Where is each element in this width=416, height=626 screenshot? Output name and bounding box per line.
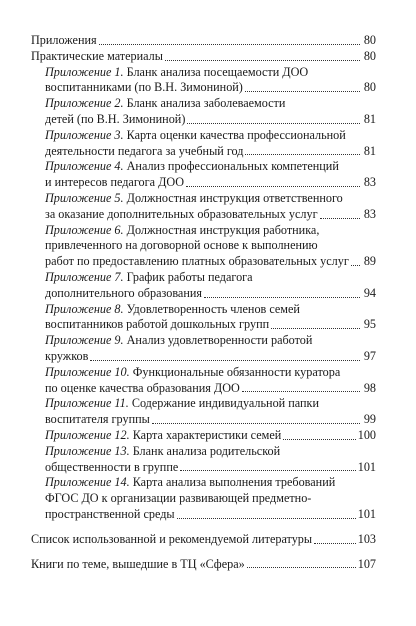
dot-leader bbox=[90, 360, 360, 361]
dot-leader bbox=[187, 123, 360, 124]
appendix-text: Бланк анализа заболеваемости bbox=[126, 96, 286, 111]
toc-page-number: 101 bbox=[357, 506, 376, 521]
appendix-text: воспитателя группы bbox=[45, 412, 150, 427]
appendix-label: Приложение 4. bbox=[45, 159, 124, 174]
toc-line bbox=[31, 254, 376, 270]
appendix-label: Приложение 2. bbox=[45, 96, 124, 111]
toc-page-number: 103 bbox=[357, 531, 376, 546]
toc-line bbox=[31, 491, 376, 507]
toc-page-number: 81 bbox=[363, 143, 376, 158]
toc-line bbox=[31, 96, 376, 112]
toc-line bbox=[31, 270, 376, 286]
toc-page-number: 98 bbox=[363, 380, 376, 395]
toc-page-number: 80 bbox=[363, 80, 376, 95]
toc-line bbox=[31, 302, 376, 318]
appendix-text: дополнительного образования bbox=[45, 285, 202, 300]
dot-leader bbox=[177, 518, 356, 519]
appendix-text: Бланк анализа посещаемости ДОО bbox=[126, 64, 309, 79]
appendix-label: Приложение 3. bbox=[45, 127, 124, 142]
dot-leader bbox=[245, 91, 360, 92]
appendix-text: по оценке качества образования ДОО bbox=[45, 380, 240, 395]
toc-line bbox=[31, 475, 376, 491]
dot-leader bbox=[99, 44, 360, 45]
spacer bbox=[31, 548, 376, 557]
dot-leader bbox=[152, 423, 360, 424]
toc-appendix-entry[interactable] bbox=[31, 128, 376, 160]
dot-leader bbox=[180, 470, 355, 471]
appendix-text: и интересов педагога ДОО bbox=[45, 175, 185, 190]
toc-line bbox=[31, 238, 376, 254]
toc-line bbox=[31, 365, 376, 381]
table-of-contents bbox=[31, 33, 376, 572]
toc-line bbox=[31, 175, 376, 191]
toc-appendix-entry[interactable] bbox=[31, 396, 376, 428]
toc-page-number: 80 bbox=[363, 33, 376, 47]
toc-line bbox=[31, 128, 376, 144]
appendix-text: детей (по В.Н. Зимониной) bbox=[45, 111, 186, 126]
toc-appendix-entry[interactable] bbox=[31, 96, 376, 128]
appendix-label: Приложение 6. bbox=[45, 222, 124, 237]
toc-page-number: 97 bbox=[363, 348, 376, 363]
toc-line bbox=[31, 112, 376, 128]
toc-entry-appendices[interactable] bbox=[31, 33, 376, 49]
appendix-label: Приложение 9. bbox=[45, 333, 124, 348]
toc-entry-bibliography[interactable] bbox=[31, 532, 376, 548]
dot-leader bbox=[186, 186, 360, 187]
toc-line bbox=[31, 460, 376, 476]
appendix-text: Содержание индивидуальной папки bbox=[131, 396, 319, 411]
appendix-label: Приложение 7. bbox=[45, 269, 124, 284]
appendix-text: за оказание дополнительных образовательных услуг bbox=[45, 206, 318, 221]
toc-page-number: 100 bbox=[357, 427, 376, 442]
appendix-label: Приложение 10. bbox=[45, 364, 130, 379]
dot-leader bbox=[242, 391, 360, 392]
appendix-text: ФГОС ДО к организации развивающей предметно- bbox=[45, 491, 312, 506]
dot-leader bbox=[351, 265, 360, 266]
appendix-text: Должностная инструкция работника, bbox=[126, 222, 320, 237]
toc-line bbox=[31, 333, 376, 349]
toc-line bbox=[31, 207, 376, 223]
toc-line bbox=[31, 159, 376, 175]
appendix-text: Карта характеристики семей bbox=[132, 427, 282, 442]
toc-line bbox=[31, 412, 376, 428]
toc-page-number: 95 bbox=[363, 317, 376, 332]
toc-page-number: 83 bbox=[363, 206, 376, 221]
toc-line bbox=[31, 144, 376, 160]
toc-page-number: 107 bbox=[357, 556, 376, 571]
toc-page-number: 83 bbox=[363, 175, 376, 190]
appendix-text: График работы педагога bbox=[126, 269, 253, 284]
appendix-label: Приложение 13. bbox=[45, 443, 130, 458]
toc-page-number: 81 bbox=[363, 111, 376, 126]
appendix-text: Анализ профессиональных компетенций bbox=[126, 159, 339, 174]
appendix-label: Приложение 12. bbox=[45, 427, 130, 442]
appendix-list bbox=[31, 65, 376, 523]
toc-appendix-entry[interactable] bbox=[31, 65, 376, 97]
toc-line bbox=[31, 286, 376, 302]
toc-line bbox=[31, 349, 376, 365]
appendix-text: воспитанниками (по В.Н. Зимониной) bbox=[45, 80, 243, 95]
toc-line bbox=[31, 223, 376, 239]
toc-appendix-entry[interactable] bbox=[31, 444, 376, 476]
spacer bbox=[31, 523, 376, 532]
dot-leader bbox=[320, 218, 360, 219]
toc-entry-title: Список использованной и рекомендуемой литературы bbox=[31, 531, 313, 546]
dot-leader bbox=[271, 328, 360, 329]
toc-entry-practical-materials[interactable] bbox=[31, 49, 376, 65]
toc-appendix-entry[interactable] bbox=[31, 333, 376, 365]
appendix-label: Приложение 5. bbox=[45, 190, 124, 205]
toc-line bbox=[31, 396, 376, 412]
toc-entry-title: Книги по теме, вышедшие в ТЦ «Сфера» bbox=[31, 556, 245, 571]
appendix-text: Должностная инструкция ответственного bbox=[126, 190, 343, 205]
appendix-label: Приложение 8. bbox=[45, 301, 124, 316]
appendix-text: привлеченного на договорной основе к выполнению bbox=[45, 238, 318, 253]
appendix-text: Удовлетворенность членов семей bbox=[126, 301, 300, 316]
toc-appendix-entry[interactable] bbox=[31, 428, 376, 444]
appendix-text: Функциональные обязанности куратора bbox=[132, 364, 341, 379]
appendix-text: Бланк анализа родительской bbox=[132, 443, 281, 458]
dot-leader bbox=[283, 439, 355, 440]
appendix-label: Приложение 14. bbox=[45, 475, 130, 490]
appendix-text: общественности в группе bbox=[45, 459, 179, 474]
toc-line bbox=[31, 444, 376, 460]
dot-leader bbox=[245, 154, 360, 155]
toc-appendix-entry[interactable] bbox=[31, 159, 376, 191]
toc-appendix-entry[interactable] bbox=[31, 223, 376, 270]
dot-leader bbox=[247, 567, 356, 568]
toc-page-number: 101 bbox=[357, 459, 376, 474]
appendix-text: Карта анализа выполнения требований bbox=[132, 475, 336, 490]
toc-appendix-entry[interactable] bbox=[31, 475, 376, 522]
toc-line bbox=[31, 381, 376, 397]
appendix-text: воспитанников работой дошкольных групп bbox=[45, 317, 270, 332]
dot-leader bbox=[314, 543, 356, 544]
appendix-text: Карта оценки качества профессиональной bbox=[126, 127, 346, 142]
appendix-text: кружков bbox=[45, 348, 89, 363]
toc-page-number: 94 bbox=[363, 285, 376, 300]
toc-appendix-entry[interactable] bbox=[31, 191, 376, 223]
appendix-text: деятельности педагога за учебный год bbox=[45, 143, 244, 158]
toc-appendix-entry[interactable] bbox=[31, 270, 376, 302]
toc-entry-title bbox=[45, 428, 281, 444]
appendix-text: пространственной среды bbox=[45, 506, 175, 521]
toc-line bbox=[31, 507, 376, 523]
toc-page-number: 89 bbox=[363, 254, 376, 269]
appendix-label: Приложение 11. bbox=[45, 396, 129, 411]
toc-line bbox=[31, 191, 376, 207]
dot-leader bbox=[204, 297, 360, 298]
appendix-text: Анализ удовлетворенности работой bbox=[126, 333, 313, 348]
appendix-text: работ по предоставлению платных образовательных услуг bbox=[45, 254, 349, 269]
toc-page-number: 99 bbox=[363, 412, 376, 427]
toc-page-number: 80 bbox=[363, 48, 376, 63]
appendix-label: Приложение 1. bbox=[45, 64, 124, 79]
toc-appendix-entry[interactable] bbox=[31, 365, 376, 397]
toc-entry-title: Приложения bbox=[31, 33, 97, 47]
toc-line bbox=[31, 80, 376, 96]
toc-line bbox=[31, 428, 376, 444]
toc-line bbox=[31, 317, 376, 333]
toc-line bbox=[31, 65, 376, 81]
dot-leader bbox=[165, 60, 360, 61]
toc-appendix-entry[interactable] bbox=[31, 302, 376, 334]
toc-entry-sfera-books[interactable] bbox=[31, 557, 376, 573]
toc-entry-title: Практические материалы bbox=[31, 48, 163, 63]
